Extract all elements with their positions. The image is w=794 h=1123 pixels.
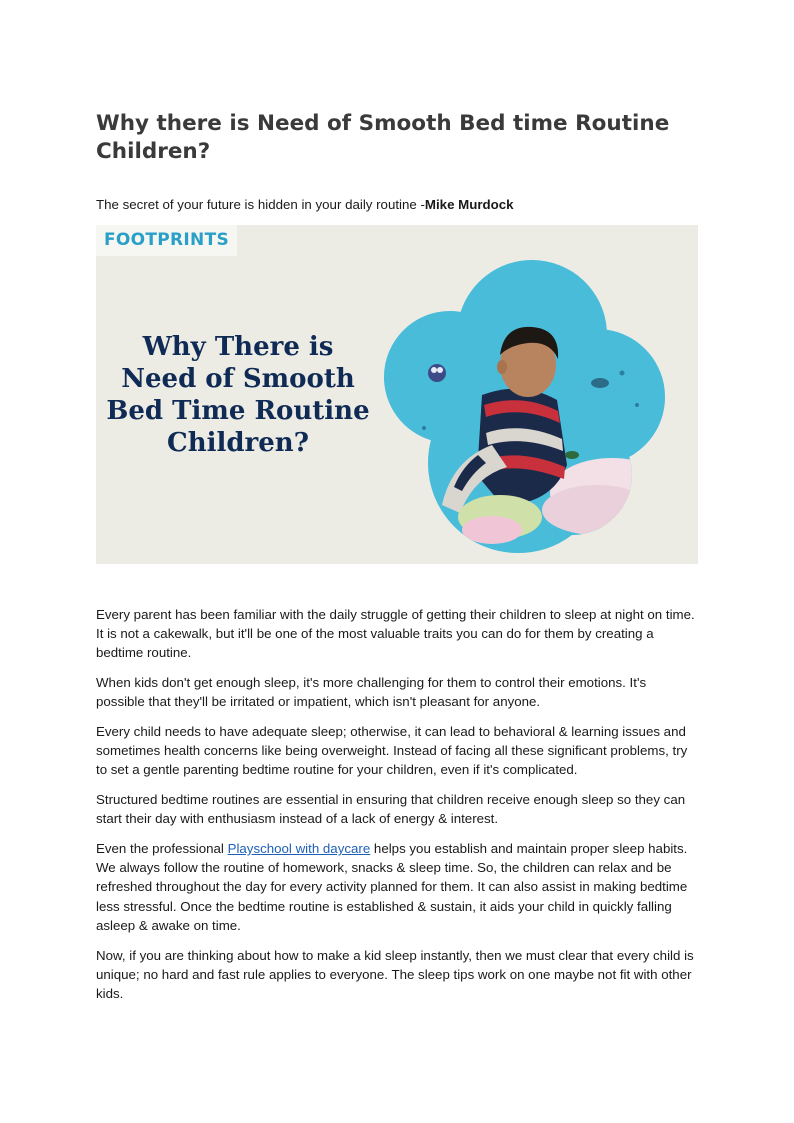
- paragraph-text: helps you establish and maintain proper sleep habits. We always follow the routine of homework, snacks & sleep time. So, the children can relax and be refreshed throughout the day for every activity planned for them. It can also assist in making bedtime less stressful. Once the bedtime routine is established & sustain, it aids your child in quickly falling asleep & awake on time.: [96, 841, 688, 933]
- playschool-link[interactable]: Playschool with daycare: [227, 841, 371, 857]
- article-body: [96, 605, 698, 1014]
- fish-shape: [591, 378, 609, 388]
- paragraph: Every child needs to have adequate sleep; otherwise, it can lead to behavioral & learning issues and sometimes health concerns like being overweight. Instead of facing all these significant problems, try to set a gentle parenting bedtime routine for your children, even if it's complicated.: [96, 724, 688, 778]
- banner-title: [102, 331, 374, 459]
- paragraph: Structured bedtime routines are essential in ensuring that children receive enough sleep so they can start their day with enthusiasm instead of a lack of energy & interest.: [96, 792, 686, 827]
- paragraph: When kids don't get enough sleep, it's more challenging for them to control their emotions. It's possible that they'll be irritated or impatient, which isn't pleasant for anyone.: [96, 675, 647, 710]
- banner-title-line: Need of Smooth: [121, 364, 355, 394]
- paragraph-with-link: [96, 839, 698, 935]
- banner-image: [96, 225, 698, 564]
- banner-title-line: Bed Time Routine: [106, 396, 370, 426]
- paragraph: Now, if you are thinking about how to make a kid sleep instantly, then we must clear that every child is unique; no hard and fast rule applies to everyone. The sleep tips work on one maybe not fit with other kids.: [96, 947, 694, 1001]
- quote: [96, 196, 698, 214]
- banner-title-line: Children?: [167, 428, 309, 458]
- banner-title-line: Why There is: [142, 332, 334, 362]
- brand-logo: FOOTPRINTS: [96, 225, 237, 256]
- article-title: Why there is Need of Smooth Bed time Routine Children?: [96, 111, 670, 164]
- paragraph-text: Even the professional: [96, 841, 228, 857]
- child-photo-illustration: [382, 255, 682, 560]
- quote-author: Mike Murdock: [424, 197, 514, 212]
- paragraph: Every parent has been familiar with the daily struggle of getting their children to sleep at night on time. It is not a cakewalk, but it'll be one of the most valuable traits you can do for them by creating a bedtime routine.: [96, 607, 695, 661]
- quote-text: The secret of your future is hidden in your daily routine -: [96, 197, 425, 212]
